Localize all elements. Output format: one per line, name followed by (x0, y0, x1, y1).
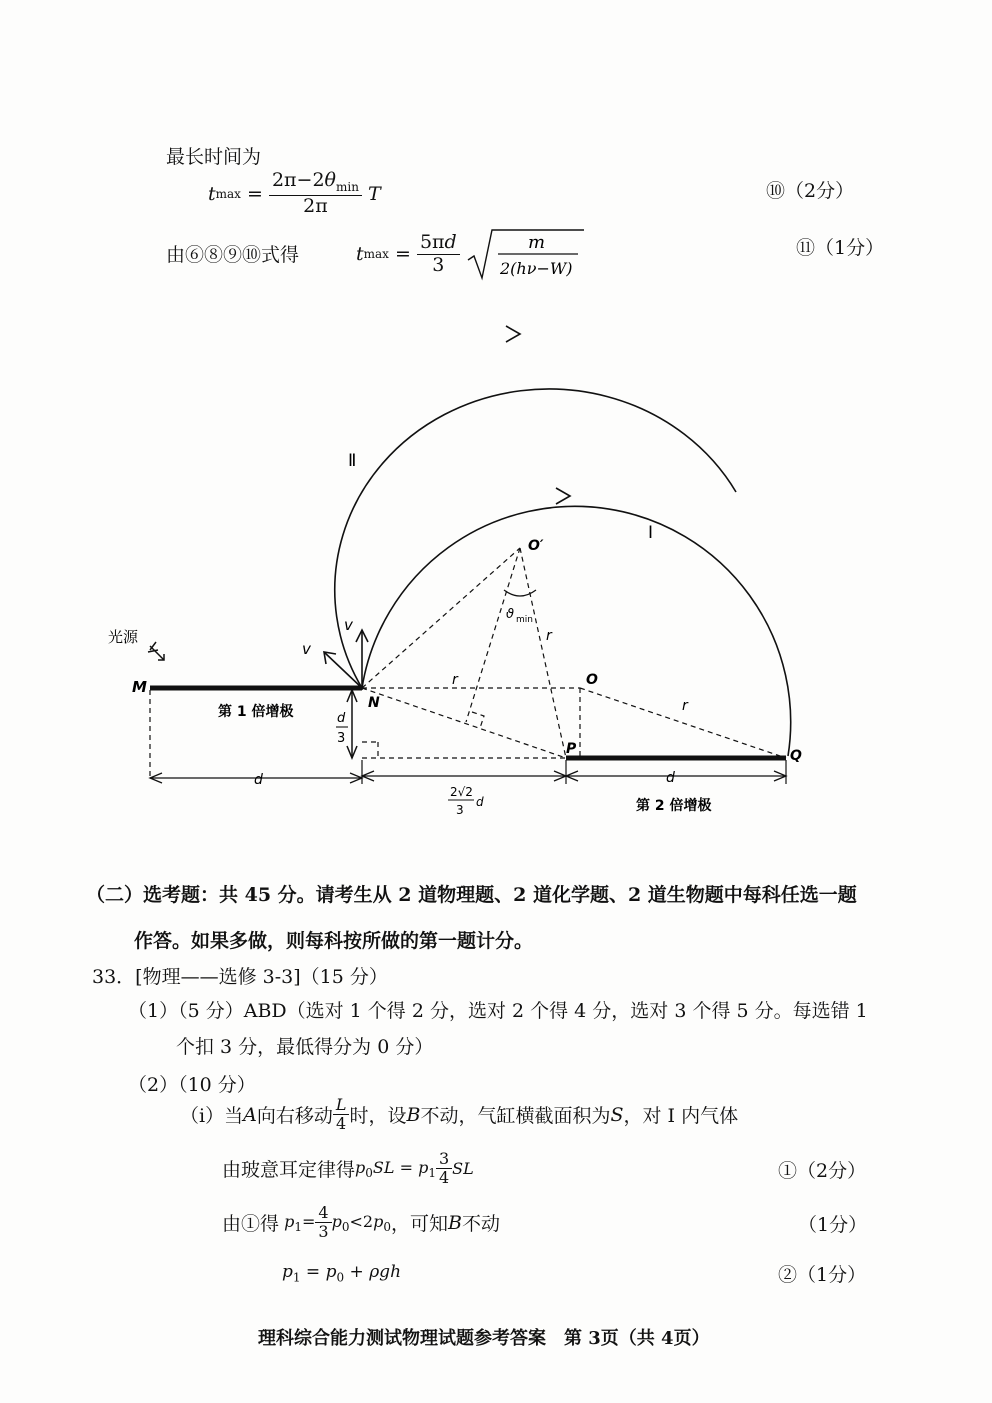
from-equations-label: 由⑥⑧⑨⑩式得 (166, 244, 300, 266)
page-footer: 理科综合能力测试物理试题参考答案 第 3页（共 4页） (258, 1328, 710, 1349)
eq11-score: ⑪（1分） (796, 237, 885, 259)
svg-text:3: 3 (456, 803, 464, 817)
svg-text:2√2: 2√2 (450, 785, 473, 799)
trajectory-figure (0, 310, 992, 830)
first-dynode-label: 第 1 倍增极 (218, 704, 294, 720)
eq10-score: ⑩（2分） (766, 180, 855, 202)
label-P: P (566, 741, 577, 757)
eq2-score: ②（1分） (778, 1264, 867, 1286)
dim-height-den: 3 (337, 731, 346, 746)
label-r-3: r (682, 698, 688, 714)
second-dynode-label: 第 2 倍增极 (636, 798, 712, 814)
light-source-label: 光源 (108, 628, 139, 646)
q33-i-statement: （i）当 A 向右移动 $\frac{L}{4}$ 时，设 B 不动，气缸横截面积为 S ，对 I 内气体 (180, 1095, 739, 1134)
p1-relation: 由①得 $p_1=$ $\frac{4}{3}$ $p_0<2p_0$ ，可知 B 不动 (222, 1203, 500, 1242)
section2-line1: （二）选考题：共 45 分。请考生从 2 道物理题、2 道化学题、2 道生物题中每科任选一题 (86, 884, 857, 906)
dim-height-num: d (337, 711, 346, 726)
equation-tmax-2: t max = $\frac{5\pi d}{3}$ m 2(hν−W) (356, 226, 586, 282)
svg-text:m: m (527, 232, 545, 253)
dim-d-left: d (254, 772, 263, 788)
svg-text:d: d (476, 795, 484, 809)
longest-time-label: 最长时间为 (166, 146, 262, 168)
q33-part1-line1: （1）（5 分）ABD（选对 1 个得 2 分，选对 2 个得 4 分，选对 3 个得 5 分。每选错 1 (128, 1000, 868, 1022)
label-theta-sub: min (516, 615, 533, 625)
section2-line2: 作答。如果多做，则每科按所做的第一题计分。 (134, 930, 534, 952)
q33-part1-line2: 个扣 3 分，最低得分为 0 分） (176, 1036, 434, 1058)
dim-d-right: d (666, 770, 675, 786)
equation-tmax-1: t max = $\frac{2\pi-2\theta_{min}}{2\pi}$ T (208, 169, 381, 217)
sqrt-symbol (466, 226, 586, 282)
label-O: O (586, 672, 598, 688)
label-Q: Q (790, 748, 802, 764)
pressure-equation: $p_1 = p_0 + \rho gh$ (282, 1262, 402, 1285)
label-N: N (368, 695, 380, 711)
q33-part2: （2）（10 分） (128, 1074, 256, 1096)
mid-score: （1分） (798, 1214, 868, 1236)
label-r-2: r (546, 628, 552, 644)
label-r-1: r (452, 672, 458, 688)
arrow-head-II (506, 326, 520, 342)
label-M: M (132, 678, 147, 696)
label-II: Ⅱ (348, 451, 357, 471)
label-v-vertical: v (344, 616, 353, 634)
label-O-prime: O′ (528, 538, 544, 554)
label-theta: ϑ (506, 607, 515, 622)
dim-mid-fraction (448, 785, 484, 817)
arrow-head-I (556, 488, 570, 504)
light-source-icon (148, 642, 164, 660)
label-v-tangent: v (302, 640, 311, 658)
eq1-score: ①（2分） (778, 1160, 867, 1182)
q33-header: 33．[物理——选修 3-3]（15 分） (92, 966, 388, 988)
label-I: Ⅰ (648, 523, 654, 543)
boyle-equation: 由玻意耳定律得 $p_0SL = p_1$ $\frac{3}{4}$ SL (222, 1149, 474, 1188)
svg-text:2(hν−W): 2(hν−W) (499, 259, 573, 278)
